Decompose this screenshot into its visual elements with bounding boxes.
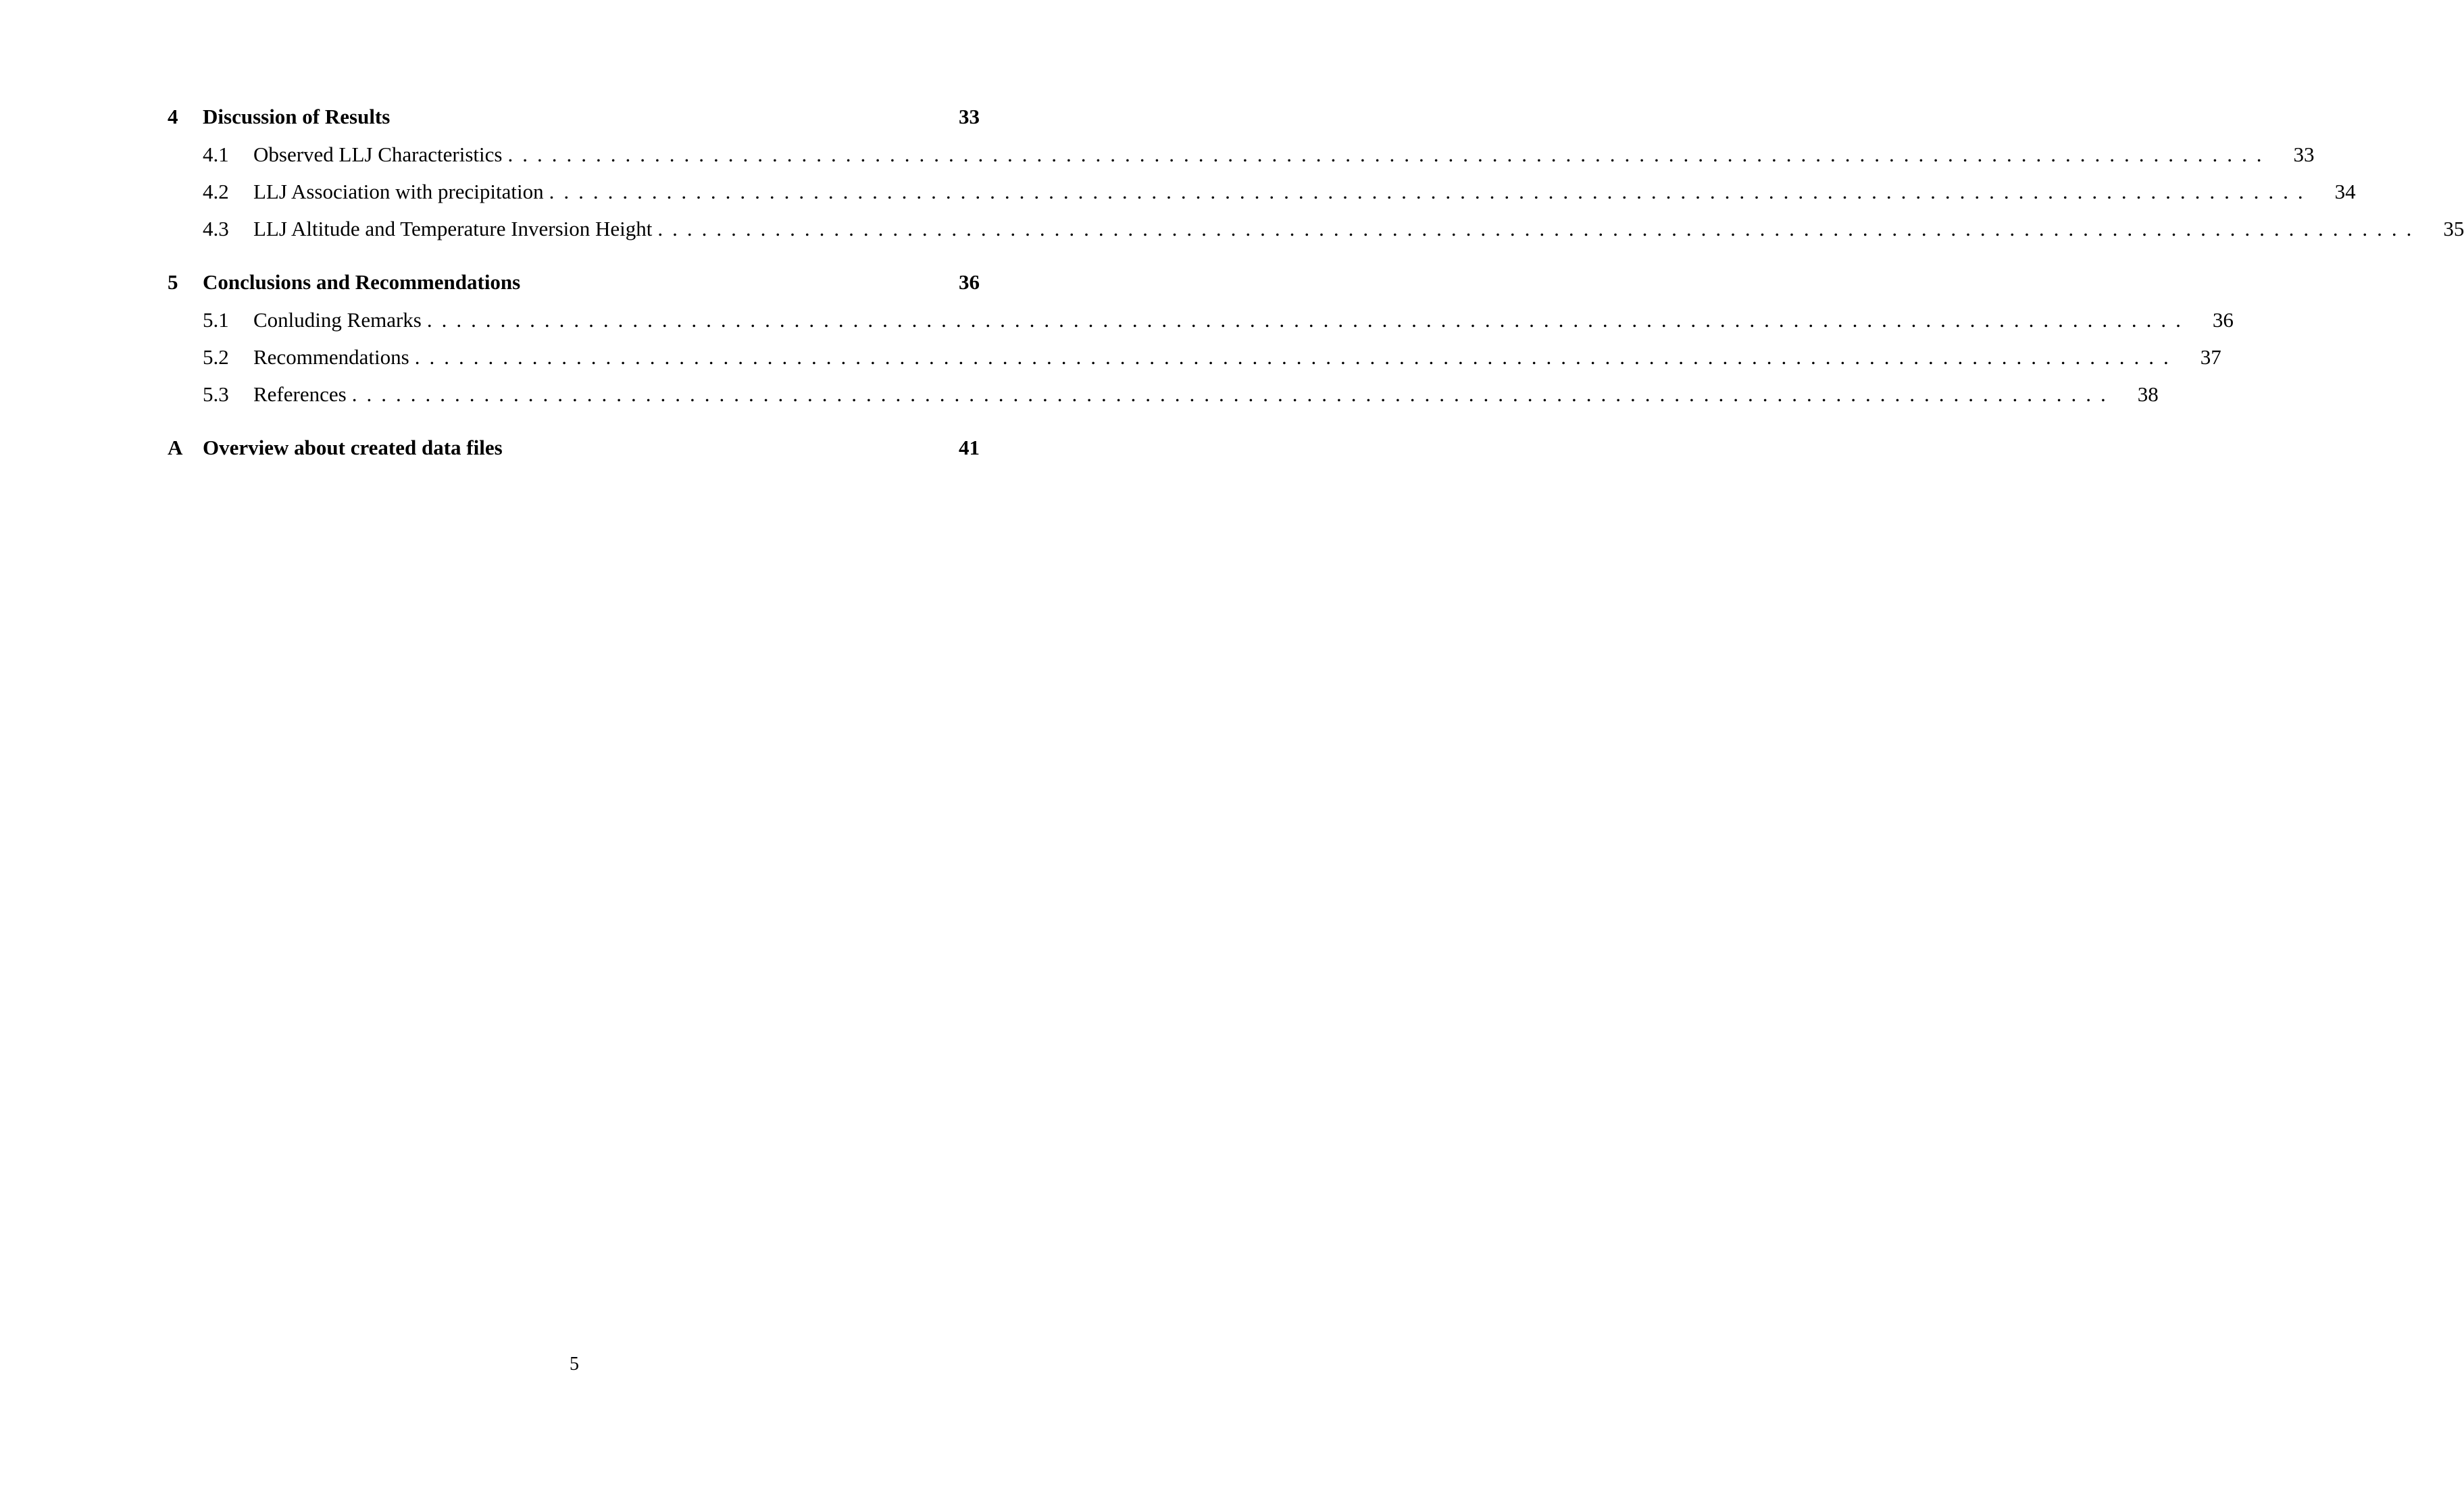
toc-section-entry[interactable]: [168, 345, 2221, 382]
section-number: 4.2: [203, 180, 229, 203]
toc-section-entry[interactable]: [168, 308, 2234, 345]
dot-leader: ........................................................................................................................: [414, 345, 2178, 369]
section-number: 4.3: [203, 217, 229, 240]
chapter-page: 33: [959, 105, 980, 128]
chapter-number: 4: [168, 105, 178, 128]
toc-chapter-entry[interactable]: [168, 436, 980, 473]
section-title: Recommendations: [253, 345, 409, 369]
toc-chapter-entry[interactable]: [168, 105, 980, 143]
dot-leader: ........................................................................................................................: [657, 217, 2421, 240]
chapter-number: 5: [168, 270, 178, 294]
toc-chapter: [168, 270, 2234, 419]
section-page: 34: [2334, 180, 2356, 203]
toc-chapter-entry[interactable]: [168, 270, 980, 308]
section-page: 36: [2212, 308, 2234, 332]
chapter-number: A: [168, 436, 183, 459]
chapter-page: 36: [959, 270, 980, 294]
chapter-title: Discussion of Results: [203, 105, 391, 128]
section-number: 4.1: [203, 143, 229, 166]
toc-section-entry[interactable]: [168, 143, 2315, 180]
toc-chapter: [168, 105, 2464, 254]
chapter-page: 41: [959, 436, 980, 459]
section-page: 37: [2200, 345, 2221, 369]
chapter-title: Conclusions and Recommendations: [203, 270, 521, 294]
section-title: References: [253, 382, 347, 406]
table-of-contents: [168, 105, 2464, 490]
toc-chapter: [168, 436, 980, 473]
section-number: 5.3: [203, 382, 229, 406]
toc-section-entry[interactable]: [168, 180, 2356, 217]
section-page: 38: [2137, 382, 2159, 406]
chapter-title: Overview about created data files: [203, 436, 503, 459]
page-number: 5: [570, 1354, 579, 1375]
section-page: 33: [2293, 143, 2315, 166]
section-page: 35: [2443, 217, 2464, 240]
section-title: Observed LLJ Characteristics: [253, 143, 503, 166]
toc-section-entry[interactable]: [168, 382, 2159, 419]
section-number: 5.1: [203, 308, 229, 332]
dot-leader: ........................................................................................................................: [549, 180, 2313, 203]
section-title: Conluding Remarks: [253, 308, 422, 332]
dot-leader: ........................................................................................................................: [507, 143, 2271, 166]
section-title: LLJ Altitude and Temperature Inversion Height: [253, 217, 653, 240]
section-title: LLJ Association with precipitation: [253, 180, 544, 203]
section-number: 5.2: [203, 345, 229, 369]
dot-leader: ........................................................................................................................: [351, 382, 2115, 406]
dot-leader: ........................................................................................................................: [426, 308, 2190, 332]
toc-section-entry[interactable]: [168, 217, 2464, 254]
